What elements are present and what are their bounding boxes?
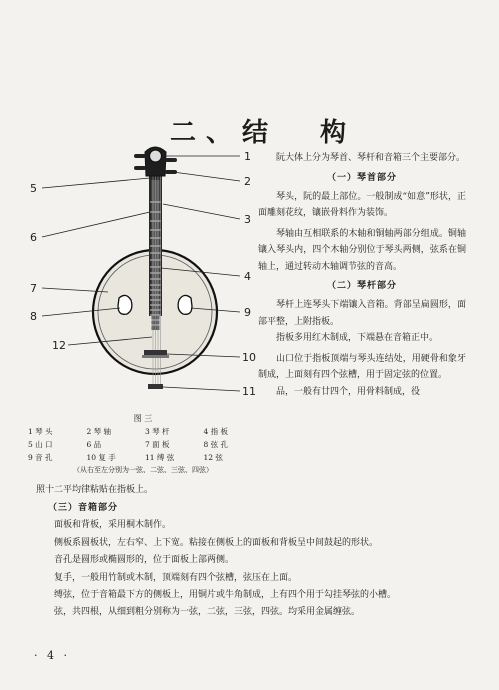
paragraph: 山口位于指板顶端与琴头连结处，用硬骨和象牙制成，上面刻有四个弦槽，用于固定弦的位置。 xyxy=(258,353,466,380)
paragraph: 琴头，阮的最上部位。一般制成“如意”形状，正面雕刻花纹，镶嵌骨料作为装饰。 xyxy=(258,191,466,218)
legend-item: 9 音 孔 xyxy=(28,453,53,462)
figure-caption-title: 图 三 xyxy=(133,414,153,423)
legend-item: 2 琴 轴 xyxy=(86,427,112,436)
paragraph: 面板和背板，采用桐木制作。 xyxy=(54,520,172,531)
callout-10: 10 xyxy=(242,351,256,364)
legend-item: 7 面 板 xyxy=(145,440,170,449)
callout-1: 1 xyxy=(244,150,251,163)
paragraph: 琴轴由互相联系的木轴和铜轴两部分组成。铜轴镶入琴头内，四个木轴分别位于琴头两侧，弦系在铜轴上，通过转动木轴调节弦的音高。 xyxy=(258,228,466,272)
paragraph: 缚弦，位于音箱最下方的侧板上，用铜片或牛角制成，上有四个用于勾挂琴弦的小槽。 xyxy=(54,590,397,601)
legend-item: 12 弦 xyxy=(203,453,223,462)
bridge-base xyxy=(142,355,169,358)
paragraph: 复手，一般用竹制或木制，顶端刻有四个弦槽，弦压在上面。 xyxy=(54,572,298,583)
callout-2: 2 xyxy=(244,175,251,188)
legend-item: 1 琴 头 xyxy=(28,427,53,436)
figure-caption-note: （从右至左分别为一弦、二弦、三弦、四弦） xyxy=(73,466,213,474)
paragraph: 弦，共四根，从细到粗分别称为一弦，二弦，三弦，四弦。均采用金属缠弦。 xyxy=(54,607,361,618)
callout-9: 9 xyxy=(244,306,251,319)
page-number: · 4 · xyxy=(34,649,70,662)
paragraph-continuation: 照十二平均律粘贴在指板上。 xyxy=(36,485,154,495)
callout-12: 12 xyxy=(52,339,66,352)
callout-11: 11 xyxy=(242,385,256,398)
callout-5: 5 xyxy=(30,182,37,195)
legend-item: 10 复 手 xyxy=(86,453,116,462)
subsection-heading-2: （二）琴杆部分 xyxy=(326,281,397,291)
bridge xyxy=(144,350,167,355)
head-ornament xyxy=(150,150,162,162)
legend-item: 8 弦 孔 xyxy=(203,440,229,449)
figure-caption xyxy=(28,412,258,477)
legend-item: 11 缚 弦 xyxy=(145,453,175,462)
callout-6: 6 xyxy=(30,231,37,244)
figure-legend xyxy=(28,425,258,464)
callout-4: 4 xyxy=(244,270,251,283)
callout-8: 8 xyxy=(30,310,37,323)
subsection-heading-1: （一）琴首部分 xyxy=(326,172,397,183)
tailpiece xyxy=(148,384,163,389)
bottom-text xyxy=(36,482,466,622)
legend-item: 3 琴 杆 xyxy=(145,427,170,436)
section-title-part2: 构 xyxy=(320,118,357,148)
section-title-part1: 二、结 xyxy=(170,118,279,148)
paragraph: 音孔是圆形或椭圆形的，位于面板上部两侧。 xyxy=(54,555,235,566)
paragraph: 琴杆上连琴头下端镶入音箱。背部呈扁圆形，面部平整，上附指板。 xyxy=(258,300,466,327)
paragraph: 指板多用红木制成，下端悬在音箱正中。 xyxy=(276,333,439,343)
legend-item: 6 品 xyxy=(86,440,102,449)
callout-7: 7 xyxy=(30,282,37,295)
paragraph: 品，一般有廿四个，用骨料制成，役 xyxy=(276,386,421,397)
legend-item: 4 指 板 xyxy=(203,427,229,436)
legend-item: 5 山 口 xyxy=(28,440,53,449)
right-column-text xyxy=(258,150,466,400)
callout-3: 3 xyxy=(244,213,251,226)
intro-paragraph: 阮大体上分为琴首、琴杆和音箱三个主要部分。 xyxy=(276,153,466,163)
subsection-heading-3: （三）音箱部分 xyxy=(48,503,119,514)
ruan-diagram xyxy=(8,140,266,410)
paragraph: 侧板系圆板状，左右窄、上下宽。粘接在侧板上的面板和背板呈中间鼓起的形状。 xyxy=(54,537,379,548)
